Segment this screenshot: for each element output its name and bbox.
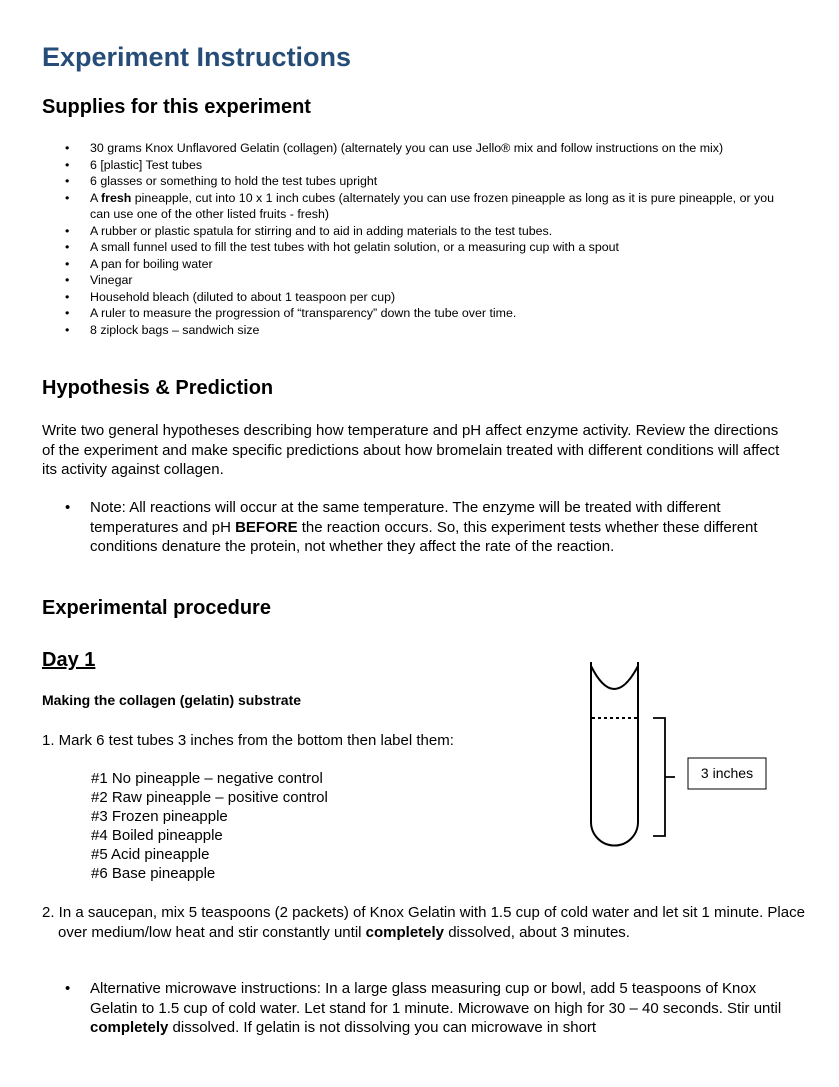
note-item: • Note: All reactions will occur at the same temperature. The enzyme will be treated with different temperatures and pH BEFORE the reaction occurs. So, this experiment tests whether these different conditions denature the protein, not whether they affect the rate of the reaction. [42, 498, 782, 557]
procedure-heading: Experimental procedure [42, 597, 271, 619]
step-2: 2. In a saucepan, mix 5 teaspoons (2 packets) of Knox Gelatin with 1.5 cup of cold water and let sit 1 minute. Place over medium/low heat and stir constantly until completely dissolved, about 3 minutes. [42, 904, 805, 941]
page-title: Experiment Instructions [42, 42, 352, 72]
microwave-item: • Alternative microwave instructions: In a large glass measuring cup or bowl, add 5 teaspoons of Knox Gelatin to 1.5 cup of cold water. Let stand for 1 minute. Microwave on high for 30 – 40 seconds. Stir until completely dissolved. If gelatin is not dissolving you can microwave in short [42, 979, 782, 1038]
tube-label: #4 Boiled pineapple [91, 827, 223, 844]
meniscus [591, 666, 638, 689]
day-heading: Day 1 [42, 649, 96, 671]
supply-item: • 30 grams Knox Unflavored Gelatin (collagen) (alternately you can use Jello® mix and follow instructions on the mix) [42, 140, 782, 157]
bracket [653, 718, 675, 836]
supply-item: • Vinegar [42, 272, 782, 289]
supply-item: • A pan for boiling water [42, 256, 782, 273]
supply-item: • A small funnel used to fill the test tubes with hot gelatin solution, or a measuring cup with a spout [42, 239, 782, 256]
supplies-heading: Supplies for this experiment [42, 96, 311, 118]
tube-label: #6 Base pineapple [91, 865, 216, 882]
hypothesis-text: Write two general hypotheses describing how temperature and pH affect enzyme activity. Review the directions of the experiment and make specific predictions about how bromelain treated with different conditions will affect its activity against collagen. [42, 422, 780, 478]
supply-item: • A ruler to measure the progression of “transparency” down the tube over time. [42, 305, 782, 322]
tube-label: #3 Frozen pineapple [91, 808, 228, 825]
hypothesis-heading: Hypothesis & Prediction [42, 377, 274, 399]
supply-item: • A rubber or plastic spatula for stirring and to aid in adding materials to the test tubes. [42, 223, 782, 240]
step-1: 1. Mark 6 test tubes 3 inches from the bottom then label them: [42, 732, 454, 749]
tube-label: #1 No pineapple – negative control [91, 770, 323, 787]
tube-label: #2 Raw pineapple – positive control [91, 789, 328, 806]
subheading: Making the collagen (gelatin) substrate [42, 692, 302, 708]
diagram-label: 3 inches [700, 765, 754, 781]
supply-item: • Household bleach (diluted to about 1 teaspoon per cup) [42, 289, 782, 306]
supply-item: • 6 glasses or something to hold the test tubes upright [42, 173, 782, 190]
supply-item: • 8 ziplock bags – sandwich size [42, 322, 782, 339]
tube-label: #5 Acid pineapple [91, 846, 210, 863]
supply-item: • 6 [plastic] Test tubes [42, 157, 782, 174]
supply-item: • A fresh pineapple, cut into 10 x 1 inch cubes (alternately you can use frozen pineapple as long as it is pure pineapple, or you can use one of the other listed fruits - fresh) [42, 190, 782, 223]
